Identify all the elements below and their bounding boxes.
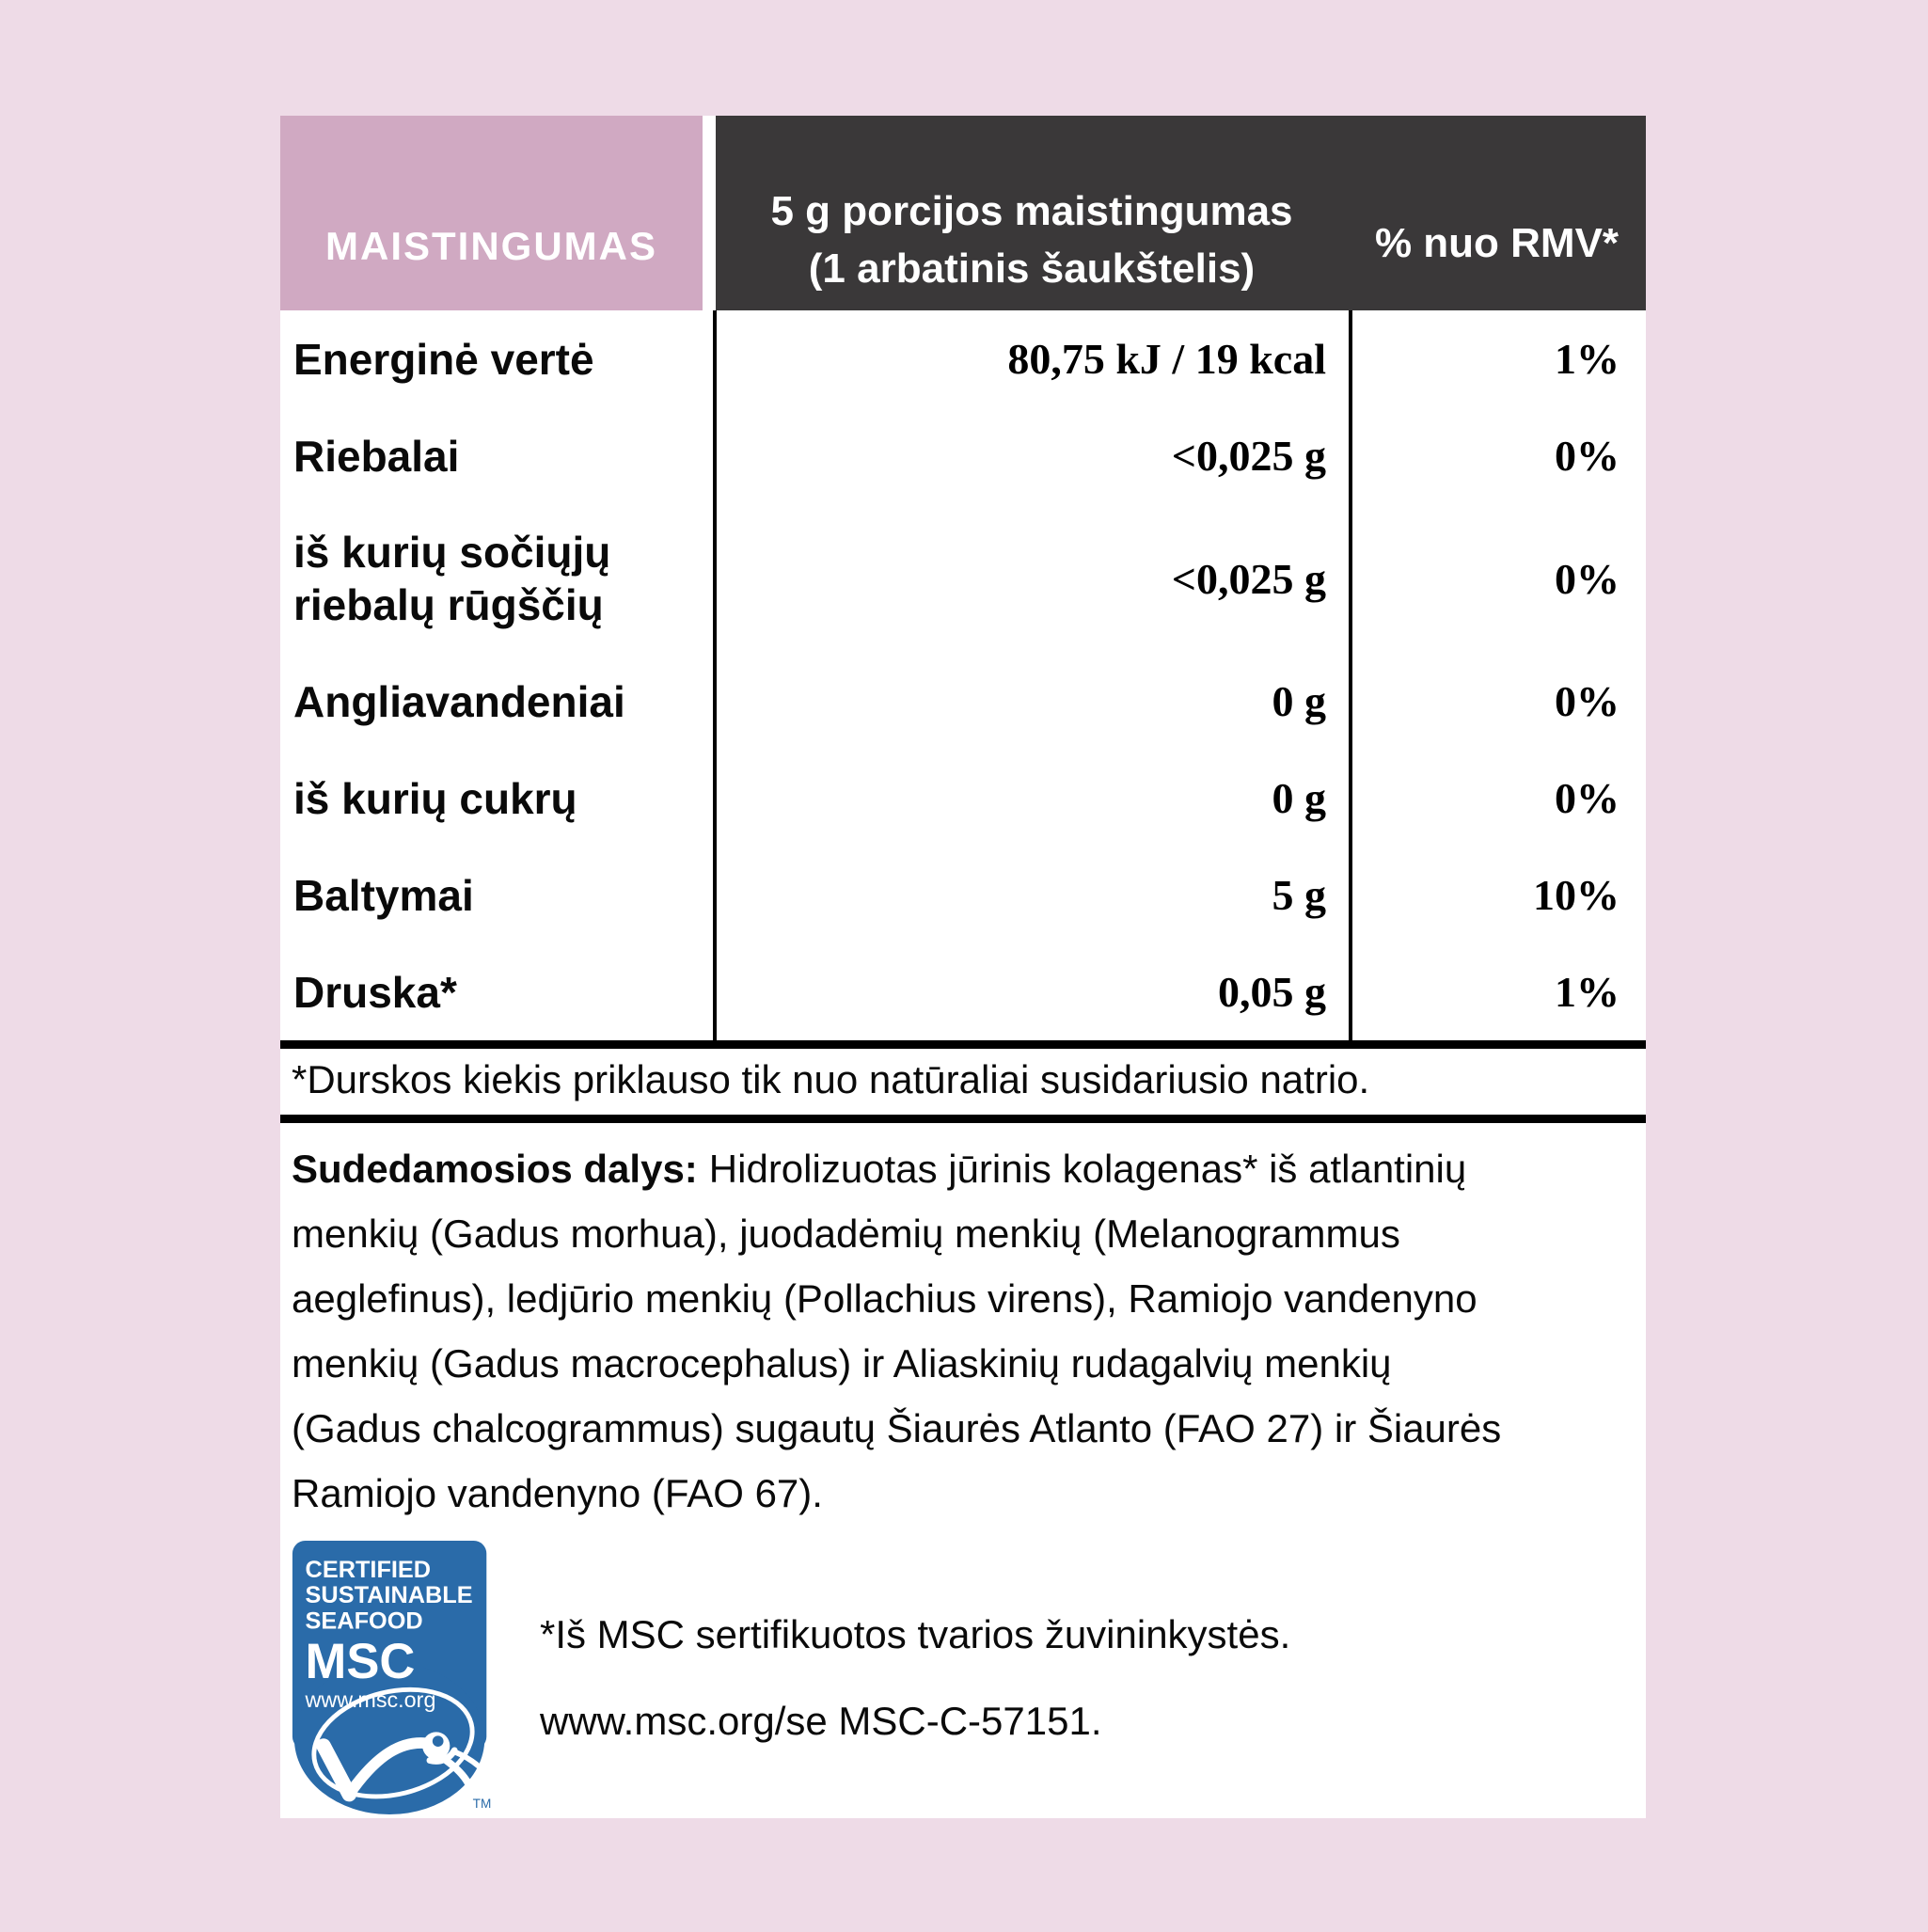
msc-logo-url-text: www.msc.org (305, 1687, 436, 1713)
row-label: iš kurių sočiųjų (293, 528, 611, 577)
table-row-energy (280, 310, 1646, 407)
row-rmv: 1% (1555, 968, 1620, 1016)
row-value: 0 g (717, 750, 1352, 847)
row-label: Baltymai (293, 870, 474, 920)
table-row-carbohydrates (280, 653, 1646, 750)
header-serving-line1: 5 g porcijos maistingumas (770, 188, 1293, 234)
msc-section (280, 1541, 1646, 1815)
row-rmv: 10% (1533, 871, 1620, 919)
ingredients-label: Sudedamosios dalys: (292, 1146, 698, 1191)
row-value: 0,05 g (717, 943, 1352, 1040)
row-label: iš kurių cukrų (293, 773, 577, 823)
ingredients-line (292, 1136, 1636, 1201)
row-rmv: 0% (1555, 677, 1620, 725)
table-header-row (280, 116, 1646, 310)
salt-footnote: *Durskos kiekis priklauso tik nuo natūraliai susidariusio natrio. (280, 1040, 1646, 1123)
header-gap (703, 116, 716, 310)
table-row-protein (280, 847, 1646, 943)
table-row-sugars (280, 750, 1646, 847)
row-value: 80,75 kJ / 19 kcal (717, 310, 1352, 407)
nutrition-label-card (280, 116, 1646, 1818)
row-label-line2: riebalų rūgščių (293, 580, 604, 629)
header-serving-line2: (1 arbatinis šaukštelis) (808, 245, 1256, 292)
row-label: Druska* (293, 967, 457, 1017)
msc-logo-certified-text: CERTIFIED (305, 1556, 432, 1583)
row-value: 0 g (717, 653, 1352, 750)
msc-note (540, 1612, 1290, 1744)
msc-logo-sustainable-text: SUSTAINABLE (305, 1582, 473, 1609)
ingredients-line: menkių (Gadus morhua), juodadėmių menkių (Melanogrammus (292, 1211, 1400, 1256)
table-row-saturated-fat (280, 504, 1646, 653)
row-rmv: 1% (1555, 335, 1620, 383)
ingredients-line: menkių (Gadus macrocephalus) ir Aliaskinių rudagalvių menkių (292, 1340, 1392, 1386)
msc-logo-tm-text: TM (472, 1797, 492, 1812)
row-label: Riebalai (293, 431, 460, 481)
table-row-fat (280, 407, 1646, 504)
msc-note-line1: *Iš MSC sertifikuotos tvarios žuvininkystės. (540, 1612, 1291, 1656)
table-row-salt (280, 943, 1646, 1040)
table-body (280, 310, 1646, 1040)
msc-note-line2: www.msc.org/se MSC-C-57151. (540, 1699, 1102, 1743)
header-serving-size (716, 116, 1348, 310)
row-rmv: 0% (1555, 554, 1620, 603)
row-value: <0,025 g (717, 504, 1352, 653)
row-rmv: 0% (1555, 432, 1620, 480)
header-rmv-percent: % nuo RMV* (1374, 220, 1620, 266)
ingredients-text-line1: Hidrolizuotas jūrinis kolagenas* iš atlantinių (708, 1146, 1467, 1191)
ingredients-line: aeglefinus), ledjūrio menkių (Pollachius virens), Ramiojo vandenyno (292, 1275, 1478, 1321)
ingredients-line: Ramiojo vandenyno (FAO 67). (292, 1470, 823, 1515)
ingredients-line: (Gadus chalcogrammus) sugautų Šiaurės Atlanto (FAO 27) ir Šiaurės (292, 1405, 1502, 1450)
msc-logo-seafood-text: SEAFOOD (305, 1607, 423, 1635)
msc-logo-brand-text: MSC (305, 1634, 416, 1689)
header-dark-block (716, 116, 1646, 310)
header-maistingumas: MAISTINGUMAS (280, 116, 703, 310)
row-label: Energinė vertė (293, 334, 594, 384)
msc-certification-logo (292, 1541, 495, 1815)
row-value: <0,025 g (717, 407, 1352, 504)
row-label: Angliavandeniai (293, 676, 625, 726)
row-value: 5 g (717, 847, 1352, 943)
row-rmv: 0% (1555, 774, 1620, 822)
ingredients-paragraph (280, 1123, 1646, 1526)
